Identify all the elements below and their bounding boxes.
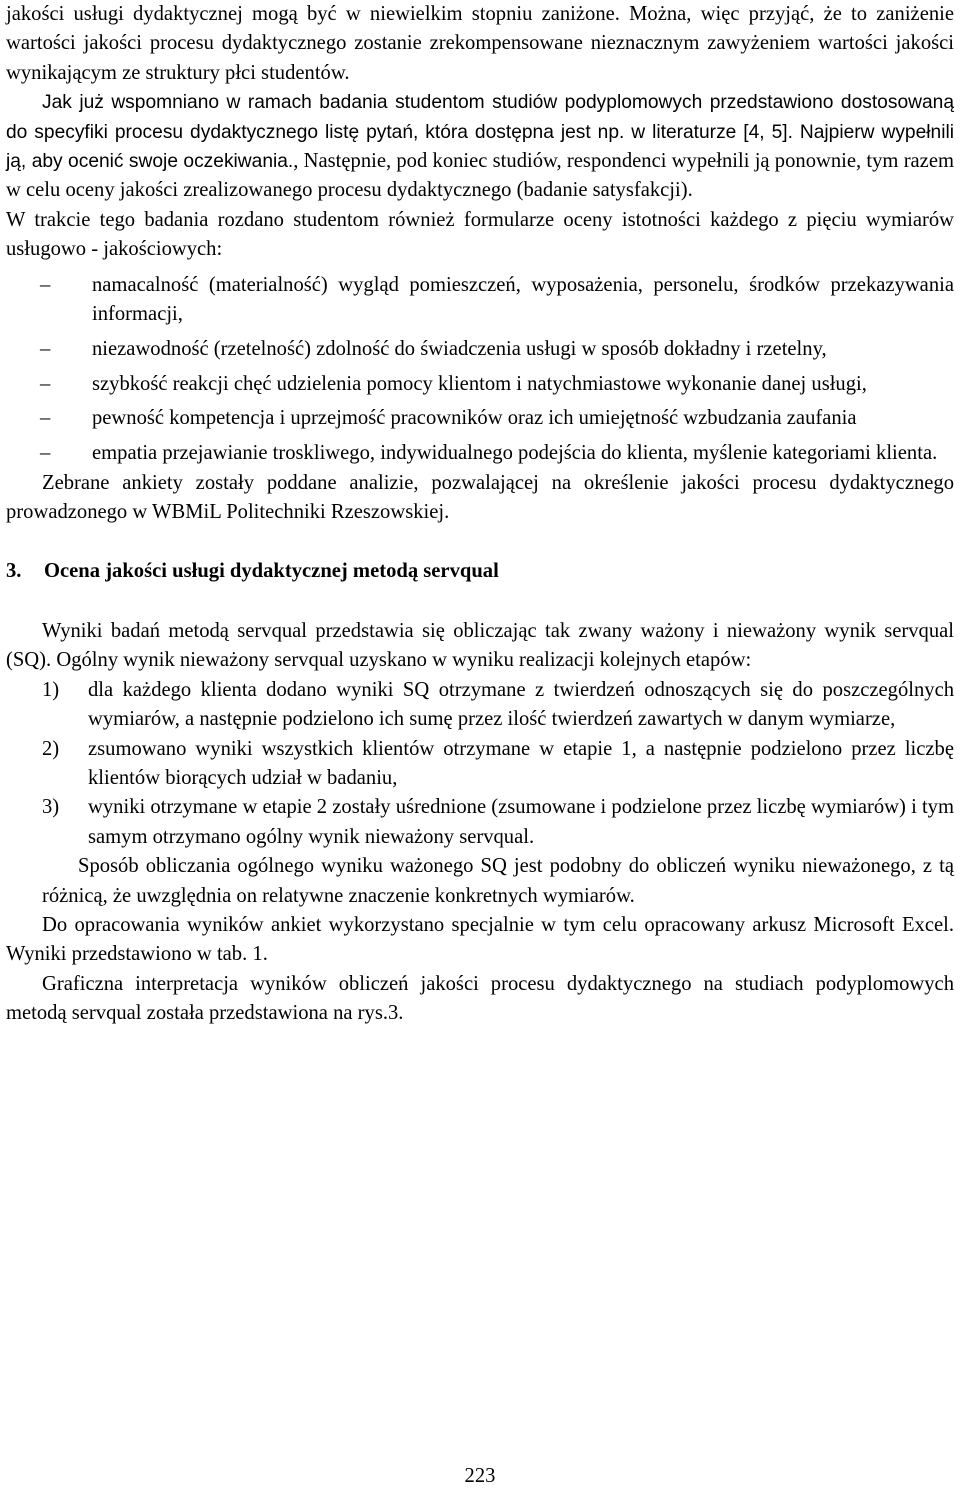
section-heading: [6, 557, 954, 586]
page-number: 223: [464, 1465, 496, 1487]
list-item: – empatia przejawianie troskliwego, indywidualnego podejścia do klienta, myślenie kategoriami klienta.: [6, 439, 954, 468]
dash-bullet-icon: –: [40, 372, 51, 395]
dash-bullet-icon: –: [40, 442, 51, 465]
list-item: – pewność kompetencja i uprzejmość pracowników oraz ich umiejętność wzbudzania zaufania: [6, 404, 954, 433]
paragraph-questionnaire-serif: , Następnie, pod koniec studiów, respondenci wypełnili ją ponownie, tym razem w celu oceny jakości zrealizowanego procesu dydaktycznego (badanie satysfakcji).: [6, 150, 954, 202]
list-item: – niezawodność (rzetelność) zdolność do świadczenia usługi w sposób dokładny i rzetelny,: [6, 335, 954, 364]
list-item: 1) dla każdego klienta dodano wyniki SQ otrzymane z twierdzeń odnoszących się do poszczególnych wymiarów, a następnie podzielono ich sumę przez ilość twierdzeń zawartych w danym wymiarze,: [6, 676, 954, 735]
section-number: 3.: [6, 560, 22, 583]
dash-bullet-icon: –: [40, 407, 51, 430]
paragraph-survey-analysis: Zebrane ankiety zostały poddane analizie, pozwalającej na określenie jakości procesu dydaktycznego prowadzonego w WBMiL Politechniki Rzeszowskiej.: [6, 471, 954, 524]
step-marker: 1): [42, 678, 60, 701]
paragraph-dimensions-intro: W trakcie tego badania rozdano studentom również formularze oceny istotności każdego z pięciu wymiarów usługowo - jakościowych:: [6, 208, 954, 261]
paragraph-questionnaire-sans: Jak już wspomniano w ramach badania studentom studiów podyplomowych przedstawiono dostosowaną do specyfiki procesu dydaktycznego listę pytań, która dostępna jest np. w literaturze [4, 5]. Najpierw wypełnili ją, aby ocenić swoje oczekiwania.: [6, 92, 954, 173]
steps-list: [6, 676, 954, 852]
list-item: – namacalność (materialność) wygląd pomieszczeń, wyposażenia, personelu, środków przekazywania informacji,: [6, 271, 954, 330]
step-marker: 3): [42, 796, 60, 819]
paragraph-intro: jakości usługi dydaktycznej mogą być w niewielkim stopniu zaniżone. Można, więc przyjąć, że to zaniżenie wartości jakości procesu dydaktycznego zostanie zrekompensowane nieznacznym zawyżeniem wartości jakości wynikającym ze struktury płci studentów.: [6, 3, 954, 84]
dash-bullet-icon: –: [40, 337, 51, 360]
paragraph-graphic: Graficzna interpretacja wyników obliczeń jakości procesu dydaktycznego na studiach podyplomowych metodą servqual została przedstawiona na rys.3.: [6, 972, 954, 1025]
list-item: 2) zsumowano wyniki wszystkich klientów otrzymane w etapie 1, a następnie podzielono przez liczbę klientów biorących udział w badaniu,: [6, 735, 954, 794]
section-title: Ocena jakości usługi dydaktycznej metodą servqual: [44, 560, 499, 583]
paragraph-excel: Do opracowania wyników ankiet wykorzystano specjalnie w tym celu opracowany arkusz Microsoft Excel. Wyniki przedstawiono w tab. 1.: [6, 913, 954, 966]
list-item: – szybkość reakcji chęć udzielenia pomocy klientom i natychmiastowe wykonanie danej usługi,: [6, 370, 954, 399]
paragraph-questionnaire: [6, 88, 954, 206]
document-page: [6, 0, 954, 1029]
paragraph-servqual-results: Wyniki badań metodą servqual przedstawia się obliczając tak zwany ważony i nieważony wynik servqual (SQ). Ogólny wynik nieważony servqual uzyskano w wyniku realizacji kolejnych etapów:: [6, 619, 954, 672]
paragraph-weighted-sq: Sposób obliczania ogólnego wyniku ważonego SQ jest podobny do obliczeń wyniku nieważonego, z tą różnicą, że uwzględnia on relatywne znaczenie konkretnych wymiarów.: [42, 855, 954, 907]
step-marker: 2): [42, 737, 60, 760]
dimensions-list: [6, 271, 954, 469]
list-item: 3) wyniki otrzymane w etapie 2 zostały uśrednione (zsumowane i podzielone przez liczbę wymiarów) i tym samym otrzymano ogólny wynik nieważony servqual.: [6, 793, 954, 852]
dash-bullet-icon: –: [40, 273, 51, 296]
